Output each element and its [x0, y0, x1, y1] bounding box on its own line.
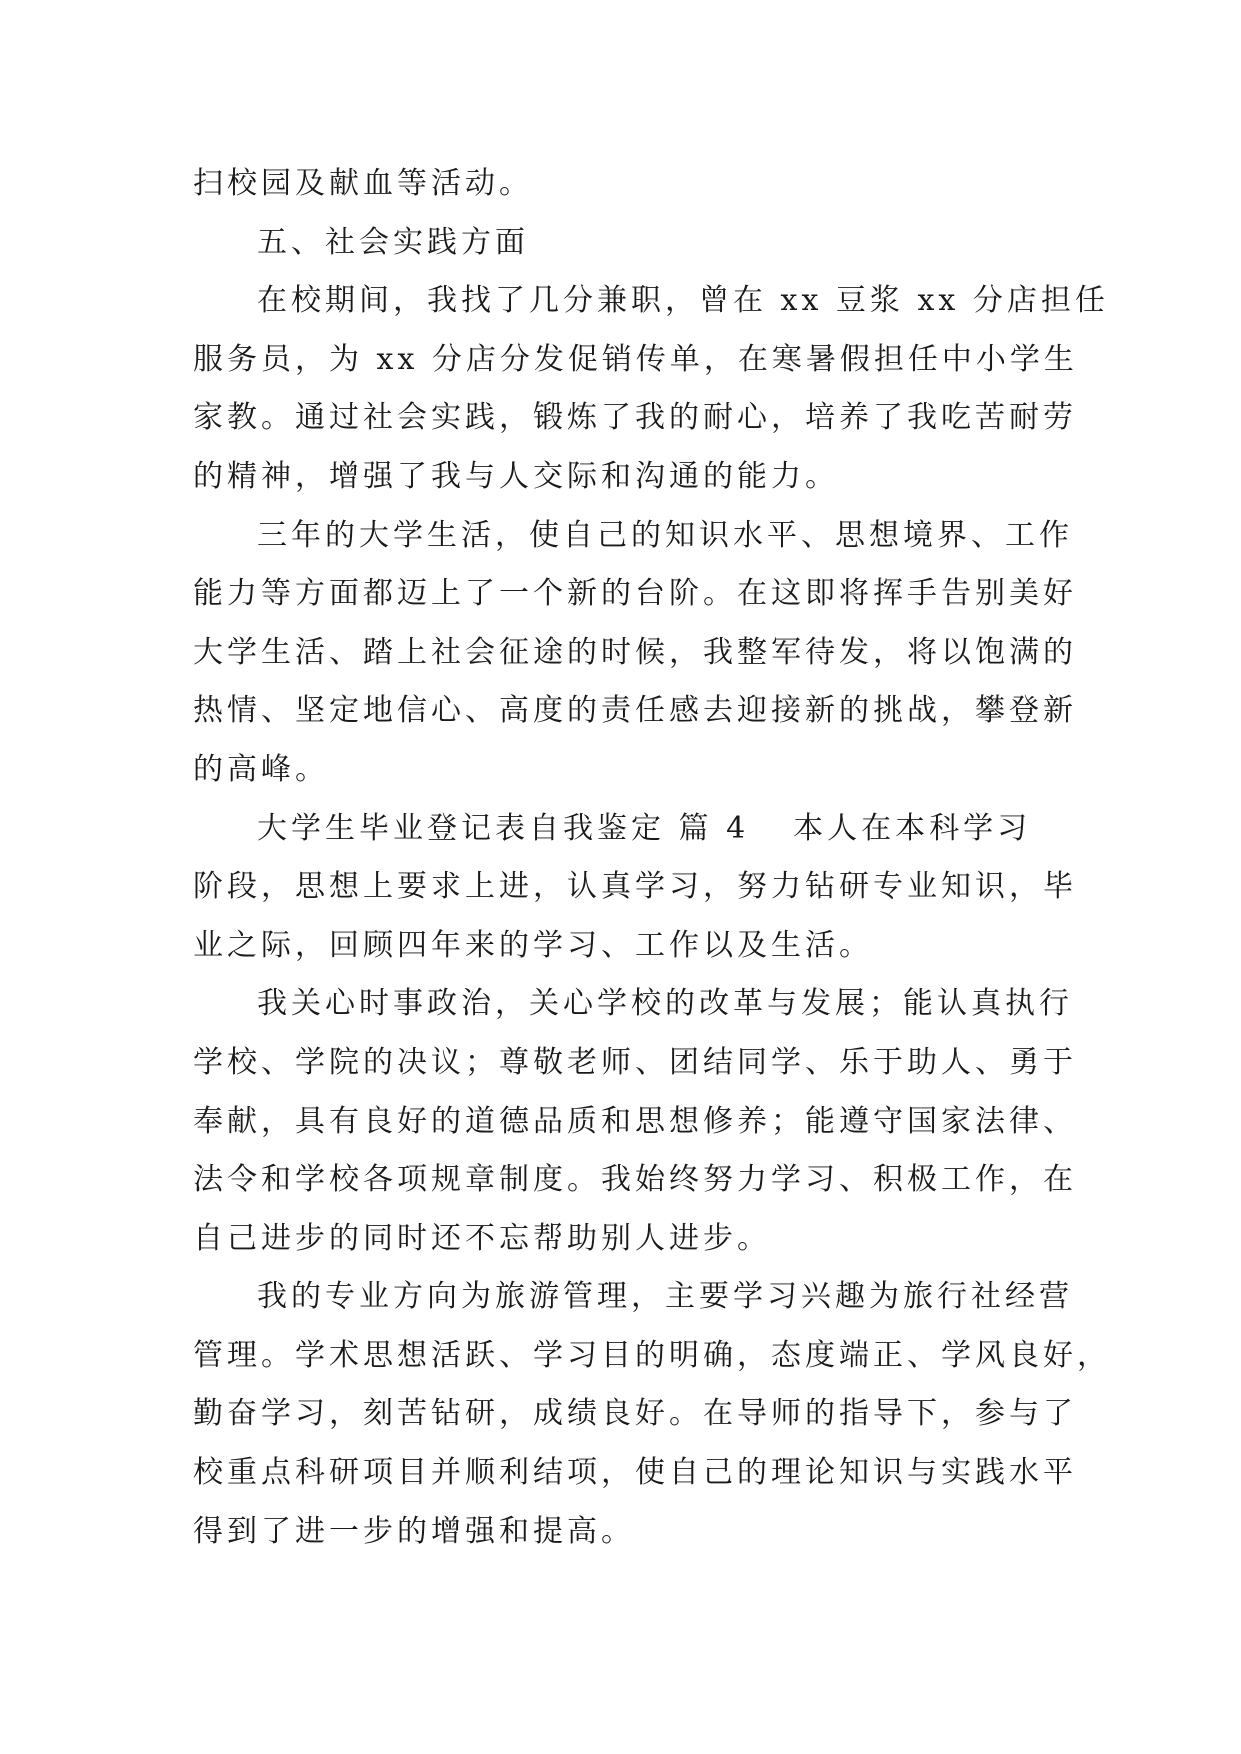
text-line: 管理。学术思想活跃、学习目的明确，态度端正、学风良好， [193, 1337, 1111, 1373]
text-line: 业之际，回顾四年来的学习、工作以及生活。 [193, 927, 873, 963]
text-line: 法令和学校各项规章制度。我始终努力学习、积极工作，在 [193, 1162, 1077, 1198]
section-heading: 五、社会实践方面 [257, 224, 529, 260]
text-line: 勤奋学习，刻苦钻研，成绩良好。在导师的指导下，参与了 [193, 1396, 1077, 1432]
text-line: 三年的大学生活，使自己的知识水平、思想境界、工作 [257, 517, 1073, 553]
text-line: 热情、坚定地信心、高度的责任感去迎接新的挑战，攀登新 [193, 693, 1077, 729]
text-line: 学校、学院的决议；尊敬老师、团结同学、乐于助人、勇于 [193, 1044, 1077, 1080]
text-line: 自己进步的同时还不忘帮助别人进步。 [193, 1220, 771, 1256]
text-line: 大学生活、踏上社会征途的时候，我整军待发，将以饱满的 [193, 634, 1077, 670]
article-intro: 本人在本科学习 [793, 810, 1032, 846]
text-line: 我的专业方向为旅游管理，主要学习兴趣为旅行社经营 [257, 1279, 1073, 1315]
text-line: 校重点科研项目并顺利结项，使自己的理论知识与实践水平 [193, 1455, 1077, 1491]
text-line: 家教。通过社会实践，锻炼了我的耐心，培养了我吃苦耐劳 [193, 400, 1077, 436]
text-line: 服务员，为 xx 分店分发促销传单，在寒暑假担任中小学生 [193, 341, 1078, 377]
text-line: 阶段，思想上要求上进，认真学习，努力钻研专业知识，毕 [193, 869, 1077, 905]
article-title: 大学生毕业登记表自我鉴定 篇 4 [257, 810, 750, 846]
text-line: 奉献，具有良好的道德品质和思想修养；能遵守国家法律、 [193, 1103, 1077, 1139]
text-line: 的精神，增强了我与人交际和沟通的能力。 [193, 458, 839, 494]
text-line: 我关心时事政治，关心学校的改革与发展；能认真执行 [257, 986, 1073, 1022]
text-line: 能力等方面都迈上了一个新的台阶。在这即将挥手告别美好 [193, 576, 1077, 612]
text-line: 得到了进一步的增强和提高。 [193, 1513, 635, 1549]
text-line: 的高峰。 [193, 751, 329, 787]
article-title-line [193, 800, 1073, 859]
text-line: 扫校园及献血等活动。 [193, 166, 533, 201]
document-body [193, 155, 1111, 1561]
text-line: 在校期间，我找了几分兼职，曾在 xx 豆浆 xx 分店担任 [257, 283, 1109, 319]
